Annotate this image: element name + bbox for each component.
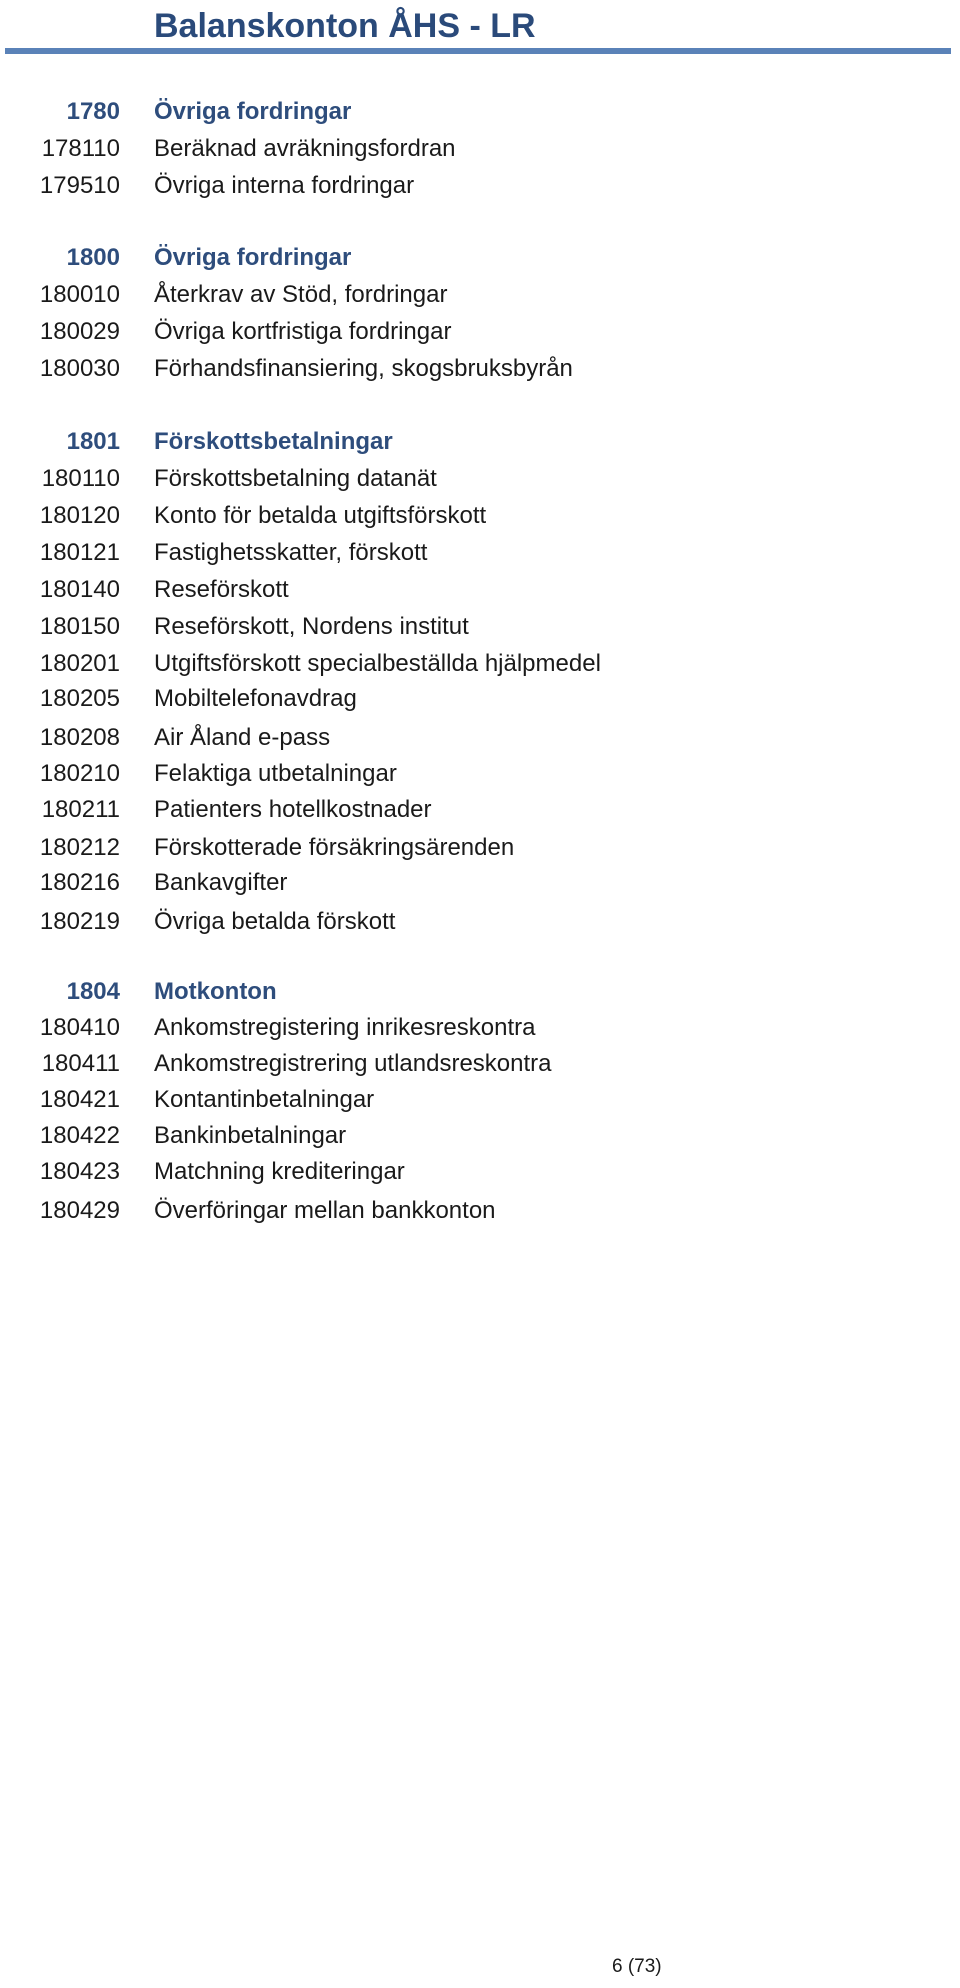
- account-code: 180120: [39, 502, 120, 529]
- account-code: 178110: [41, 135, 120, 162]
- account-name: Patienters hotellkostnader: [154, 796, 432, 823]
- account-name: Reseförskott, Nordens institut: [154, 613, 469, 640]
- account-code: 180211: [41, 796, 120, 823]
- page-number: 6 (73): [612, 1956, 662, 1977]
- account-code: 1804: [66, 978, 120, 1005]
- account-group-row: [0, 95, 960, 129]
- account-name: Beräknad avräkningsfordran: [154, 135, 456, 162]
- account-row: [0, 793, 960, 827]
- account-code: 180410: [39, 1014, 120, 1041]
- account-name: Mobiltelefonavdrag: [154, 685, 357, 712]
- account-row: [0, 905, 960, 939]
- account-code: 180421: [39, 1086, 120, 1113]
- account-code: 180029: [39, 318, 120, 345]
- account-name: Utgiftsförskott specialbeställda hjälpmedel: [154, 650, 601, 677]
- account-code: 180110: [41, 465, 120, 492]
- account-code: 180201: [39, 650, 120, 677]
- account-name: Kontantinbetalningar: [154, 1086, 375, 1113]
- account-row: [0, 1083, 960, 1117]
- account-name: Återkrav av Stöd, fordringar: [154, 281, 448, 308]
- account-row: [0, 866, 960, 900]
- account-name: Bankinbetalningar: [154, 1122, 347, 1149]
- account-row: [0, 1047, 960, 1081]
- account-code: 1780: [66, 98, 120, 125]
- account-code: 180212: [39, 834, 120, 861]
- account-code: 180030: [39, 355, 120, 382]
- account-code: 180219: [39, 908, 120, 935]
- account-code: 180411: [41, 1050, 120, 1077]
- account-name: Överföringar mellan bankkonton: [154, 1197, 496, 1224]
- account-name: Förskotterade försäkringsärenden: [154, 834, 515, 861]
- account-row: [0, 682, 960, 716]
- account-row: [0, 352, 960, 386]
- account-row: [0, 536, 960, 570]
- account-row: [0, 757, 960, 791]
- account-name: Förhandsfinansiering, skogsbruksbyrån: [154, 355, 573, 382]
- account-code: 180422: [39, 1122, 120, 1149]
- account-row: [0, 1119, 960, 1153]
- account-row: [0, 1155, 960, 1189]
- account-row: [0, 610, 960, 644]
- account-name: Övriga interna fordringar: [154, 172, 415, 199]
- account-row: [0, 462, 960, 496]
- account-row: [0, 1194, 960, 1228]
- account-name: Förskottsbetalningar: [154, 428, 393, 455]
- account-name: Reseförskott: [154, 576, 289, 603]
- account-row: [0, 315, 960, 349]
- account-code: 180140: [39, 576, 120, 603]
- account-name: Övriga fordringar: [154, 244, 352, 271]
- account-row: [0, 647, 960, 681]
- account-name: Övriga fordringar: [154, 98, 352, 125]
- account-name: Övriga betalda förskott: [154, 908, 396, 935]
- account-code: 179510: [39, 172, 120, 199]
- account-code: 180208: [39, 724, 120, 751]
- account-group-row: [0, 425, 960, 459]
- account-name: Förskottsbetalning datanät: [154, 465, 437, 492]
- account-name: Ankomstregistering inrikesreskontra: [154, 1014, 536, 1041]
- account-row: [0, 831, 960, 865]
- account-name: Konto för betalda utgiftsförskott: [154, 502, 487, 529]
- account-code: 180216: [39, 869, 120, 896]
- account-code: 180010: [39, 281, 120, 308]
- account-group-row: [0, 241, 960, 275]
- account-name: Bankavgifter: [154, 869, 288, 896]
- account-code: 180121: [39, 539, 120, 566]
- account-row: [0, 499, 960, 533]
- account-group-row: [0, 975, 960, 1009]
- account-name: Air Åland e-pass: [154, 724, 331, 751]
- account-code: 180205: [39, 685, 120, 712]
- account-row: [0, 169, 960, 203]
- account-code: 180210: [39, 760, 120, 787]
- account-name: Övriga kortfristiga fordringar: [154, 318, 452, 345]
- account-name: Felaktiga utbetalningar: [154, 760, 397, 787]
- account-name: Ankomstregistrering utlandsreskontra: [154, 1050, 552, 1077]
- account-name: Fastighetsskatter, förskott: [154, 539, 428, 566]
- account-code: 1800: [66, 244, 120, 271]
- title-rule: [5, 48, 951, 54]
- account-row: [0, 132, 960, 166]
- account-row: [0, 573, 960, 607]
- page-title: Balanskonton ÅHS - LR: [154, 7, 536, 45]
- account-row: [0, 721, 960, 755]
- account-code: 180429: [39, 1197, 120, 1224]
- account-row: [0, 278, 960, 312]
- account-row: [0, 1011, 960, 1045]
- account-name: Motkonton: [154, 978, 277, 1005]
- account-name: Matchning krediteringar: [154, 1158, 405, 1185]
- account-code: 180150: [39, 613, 120, 640]
- account-code: 1801: [66, 428, 120, 455]
- account-code: 180423: [39, 1158, 120, 1185]
